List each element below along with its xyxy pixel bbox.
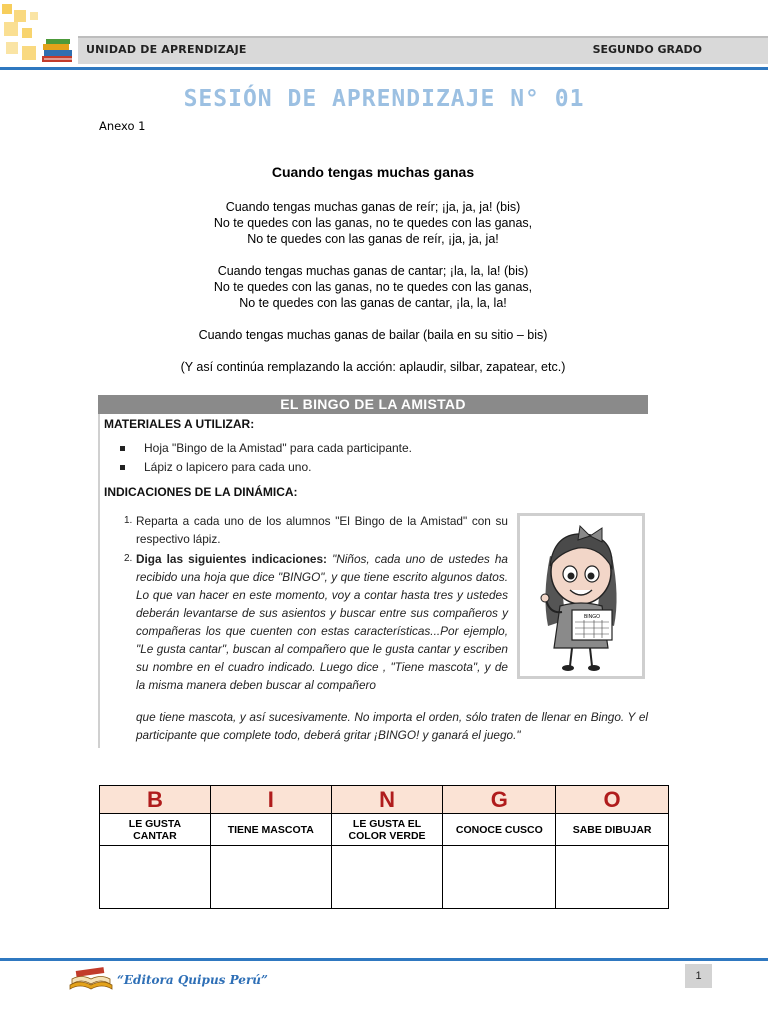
step-lead: Diga las siguientes indicaciones: (136, 552, 327, 566)
song-line: Cuando tengas muchas ganas de reír; ¡ja, ja, ja! (bis) (225, 200, 521, 214)
bingo-answer-row (100, 846, 669, 909)
bingo-letter: G (443, 786, 556, 814)
bingo-table (99, 785, 669, 909)
step-text: Reparta a cada uno de los alumnos "El Bingo de la Amistad" con su respectivo lápiz. (136, 514, 508, 546)
girl-illustration (517, 513, 645, 679)
header-decoration (0, 0, 40, 66)
bingo-answer-cell[interactable] (443, 846, 556, 909)
instruction-step-2 (124, 550, 508, 694)
bingo-answer-cell[interactable] (100, 846, 211, 909)
song-title: Cuando tengas muchas ganas (271, 164, 475, 180)
step-number: 2. (124, 553, 133, 564)
bingo-label: TIENE MASCOTA (210, 814, 331, 846)
footer-rule (0, 958, 768, 961)
annex-label: Anexo 1 (99, 119, 146, 133)
bingo-answer-cell[interactable] (210, 846, 331, 909)
song-line: No te quedes con las ganas, no te quedes con las ganas, (213, 280, 533, 294)
song-verse-3: Cuando tengas muchas ganas de bailar (baila en su sitio – bis) (198, 328, 548, 342)
girl-holding-bingo-card-icon (520, 516, 642, 676)
materials-item-text: Lápiz o lapicero para cada uno. (144, 460, 312, 474)
song-note: (Y así continúa remplazando la acción: aplaudir, silbar, zapatear, etc.) (180, 360, 566, 374)
bingo-label: SABE DIBUJAR (556, 814, 669, 846)
unit-label: UNIDAD DE APRENDIZAJE (86, 43, 247, 56)
instruction-step-1 (124, 512, 508, 548)
instructions-heading: INDICACIONES DE LA DINÁMICA: (104, 485, 298, 499)
bingo-letter: O (556, 786, 669, 814)
bingo-letter: N (331, 786, 443, 814)
bingo-letter: B (100, 786, 211, 814)
song-line: Cuando tengas muchas ganas de cantar; ¡la, la, la! (bis) (217, 264, 529, 278)
step-number: 1. (124, 515, 133, 526)
bingo-labels-row (100, 814, 669, 846)
song-verse-2 (0, 263, 746, 311)
song-line: No te quedes con las ganas, no te quedes con las ganas, (213, 216, 533, 230)
bingo-instructions-box (98, 395, 648, 750)
box-left-border (98, 414, 100, 748)
step-text-wrapper (136, 550, 508, 694)
materials-heading: MATERIALES A UTILIZAR: (104, 417, 255, 431)
bingo-label: LE GUSTA EL COLOR VERDE (331, 814, 443, 846)
books-icon (66, 965, 116, 993)
bingo-box-title: EL BINGO DE LA AMISTAD (98, 395, 648, 414)
instruction-step-2-tail: que tiene mascota, y así sucesivamente. No importa el orden, sólo traten de llenar en Bingo. Y el participante que complete todo, deberá gritar ¡BINGO! y ganará el juego." (136, 710, 648, 742)
page-number: 1 (685, 964, 712, 988)
session-title: SESIÓN DE APRENDIZAJE N° 01 (183, 86, 585, 112)
card-label: BINGO (583, 614, 601, 620)
bingo-answer-cell[interactable] (331, 846, 443, 909)
bingo-label: LE GUSTA CANTAR (100, 814, 211, 846)
bingo-letter: I (210, 786, 331, 814)
step-text: "Niños, cada uno de ustedes ha recibido una hoja que dice "BINGO", y que tiene escrito algunos datos. Lo que van hacer en este momento, voy a contar hasta tres y ustedes deberán levantarse de sus asientos y buscar entre sus compañeros y compañeras los que cuenten con estas características...Por ejemplo, "Le gusta cantar", buscan al compañero que le gusta cantar y escriben su nombre en el cuadro indicado. Luego dice , "Tiene mascota", y de la misma manera deben buscar al compañero (136, 552, 508, 692)
materials-item-text: Hoja "Bingo de la Amistad" para cada participante. (144, 441, 413, 455)
publisher-name: “Editora Quipus Perú” (117, 973, 268, 987)
bingo-label: CONOCE CUSCO (443, 814, 556, 846)
bullet-icon (120, 465, 125, 470)
song-line: No te quedes con las ganas de cantar, ¡la, la, la! (239, 296, 507, 310)
song-verse-1 (0, 199, 746, 247)
header-rule (0, 67, 768, 70)
bullet-icon (120, 446, 125, 451)
bingo-answer-cell[interactable] (556, 846, 669, 909)
bingo-letters-row (100, 786, 669, 814)
song-line: No te quedes con las ganas de reír, ¡ja, ja, ja! (247, 232, 499, 246)
books-icon (40, 38, 76, 66)
grade-label: SEGUNDO GRADO (592, 43, 702, 56)
